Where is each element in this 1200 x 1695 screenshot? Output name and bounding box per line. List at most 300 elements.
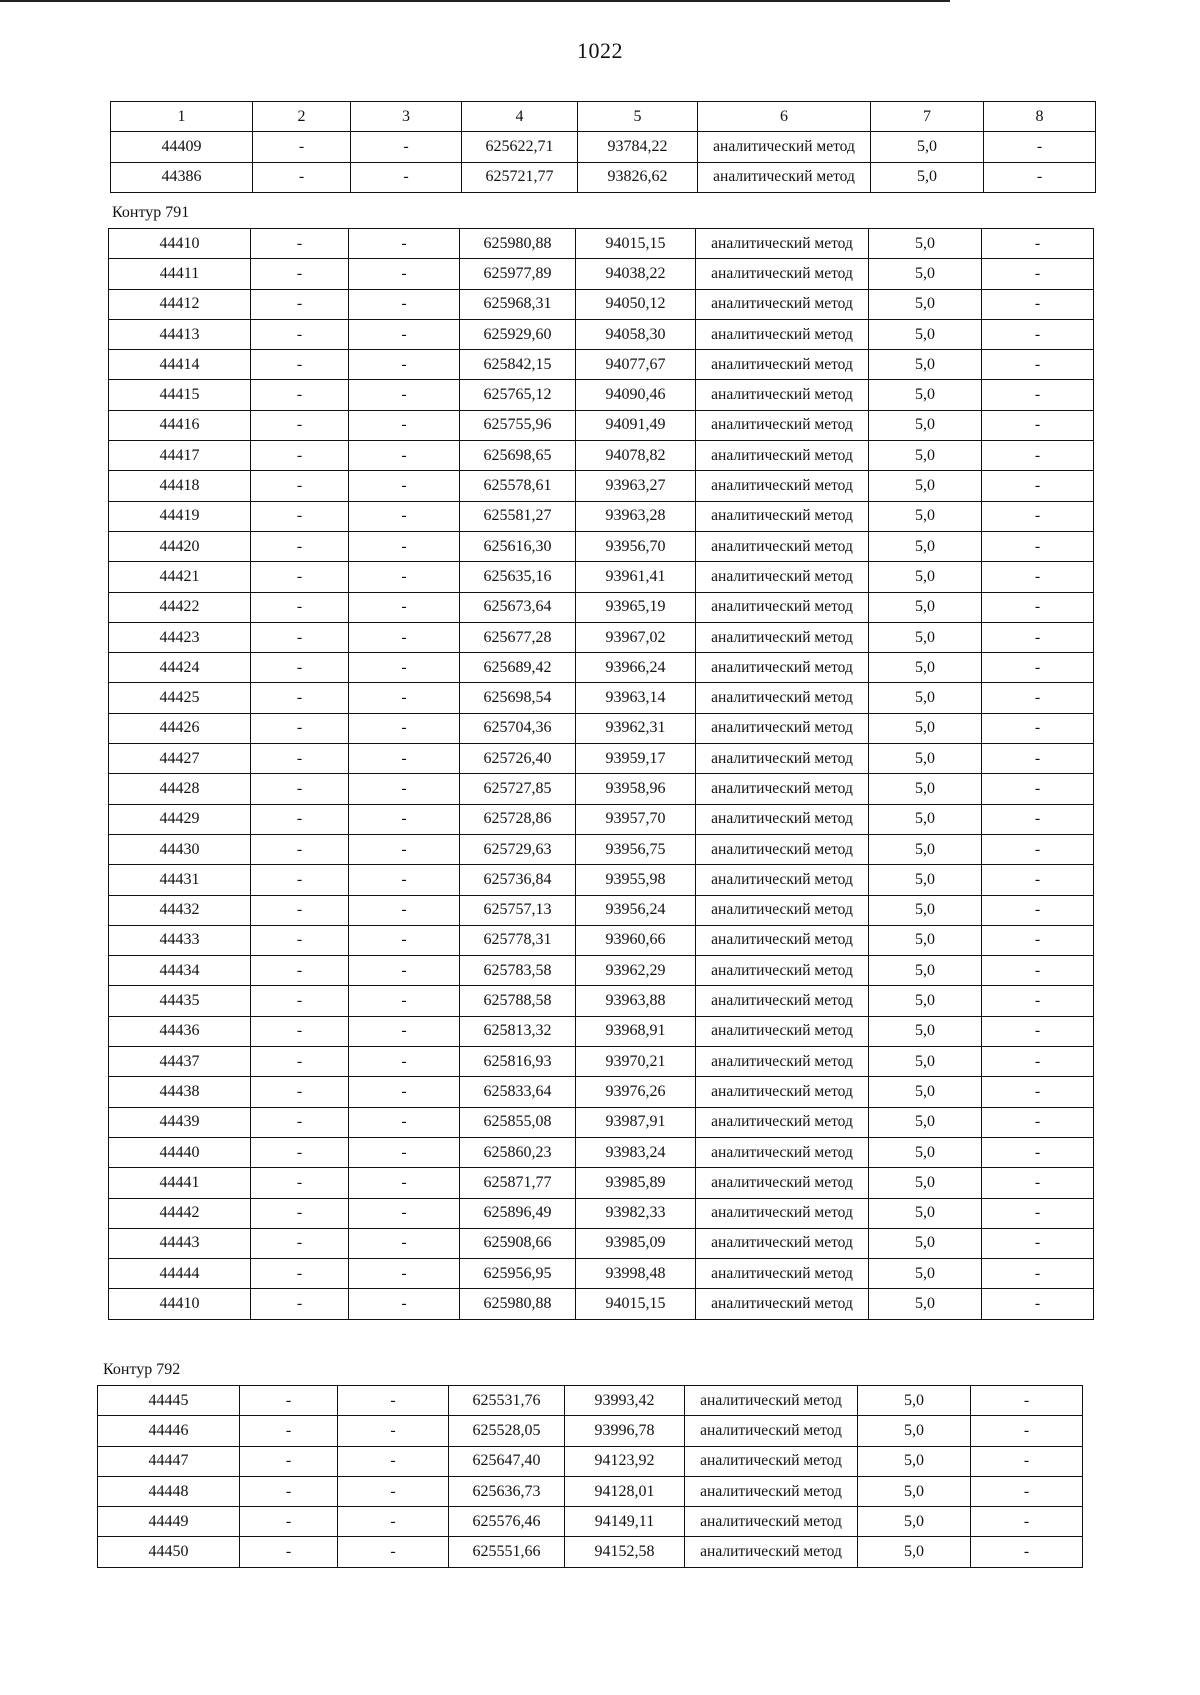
header-cell: 4: [462, 102, 578, 132]
table-cell: -: [982, 744, 1094, 774]
table-row: [109, 925, 1094, 955]
table-cell: -: [349, 713, 460, 743]
table-cell: аналитический метод: [696, 259, 869, 289]
table-cell: 44419: [109, 501, 251, 531]
table-cell: -: [982, 289, 1094, 319]
table-cell: 5,0: [869, 653, 982, 683]
table-row: [109, 834, 1094, 864]
table-cell: 5,0: [869, 380, 982, 410]
table-cell: -: [251, 319, 349, 349]
table-row: [109, 350, 1094, 380]
table-cell: -: [251, 1047, 349, 1077]
table-cell: 625528,05: [449, 1416, 565, 1446]
table-cell: аналитический метод: [696, 501, 869, 531]
table-row: [109, 1107, 1094, 1137]
table-cell: 625871,77: [460, 1168, 576, 1198]
table-cell: 625677,28: [460, 622, 576, 652]
table-cell: аналитический метод: [696, 229, 869, 259]
table-cell: 93956,75: [576, 834, 696, 864]
table-cell: аналитический метод: [696, 319, 869, 349]
table-cell: 625726,40: [460, 744, 576, 774]
table-cell: -: [338, 1537, 449, 1567]
table-cell: аналитический метод: [696, 1198, 869, 1228]
table-cell: 93957,70: [576, 804, 696, 834]
table-cell: 5,0: [869, 744, 982, 774]
table-cell: -: [251, 410, 349, 440]
table-cell: -: [251, 744, 349, 774]
table-cell: 625860,23: [460, 1137, 576, 1167]
table-cell: -: [982, 592, 1094, 622]
table-cell: -: [982, 1168, 1094, 1198]
header-cell: 7: [871, 102, 984, 132]
table-cell: 5,0: [869, 834, 982, 864]
table-cell: 94050,12: [576, 289, 696, 319]
table-cell: 44449: [98, 1507, 240, 1537]
table-cell: аналитический метод: [696, 1077, 869, 1107]
table-cell: -: [240, 1416, 338, 1446]
table-cell: -: [982, 380, 1094, 410]
table-cell: -: [349, 1016, 460, 1046]
table-cell: -: [982, 683, 1094, 713]
table-cell: -: [982, 1259, 1094, 1289]
table-cell: -: [982, 834, 1094, 864]
table-cell: 93987,91: [576, 1107, 696, 1137]
table-cell: -: [349, 683, 460, 713]
table-cell: аналитический метод: [696, 1107, 869, 1137]
table-cell: -: [349, 804, 460, 834]
table-cell: -: [982, 986, 1094, 1016]
table-cell: 93970,21: [576, 1047, 696, 1077]
table-cell: 93956,24: [576, 895, 696, 925]
table-cell: аналитический метод: [696, 622, 869, 652]
table-cell: 5,0: [858, 1537, 971, 1567]
table-row: [109, 531, 1094, 561]
table-row: [109, 713, 1094, 743]
table-cell: -: [251, 229, 349, 259]
table-cell: 44410: [109, 229, 251, 259]
table-row: [109, 1047, 1094, 1077]
table-cell: -: [349, 1107, 460, 1137]
table-cell: 44409: [111, 132, 253, 162]
table-cell: -: [351, 162, 462, 192]
table-cell: 93963,14: [576, 683, 696, 713]
table-cell: 93959,17: [576, 744, 696, 774]
table-cell: 44448: [98, 1476, 240, 1506]
table-cell: -: [349, 622, 460, 652]
table-cell: 5,0: [869, 1137, 982, 1167]
table-cell: 93962,29: [576, 956, 696, 986]
table-cell: 625728,86: [460, 804, 576, 834]
table-cell: аналитический метод: [696, 471, 869, 501]
table-cell: -: [982, 774, 1094, 804]
table-row: [109, 592, 1094, 622]
table-cell: 93985,89: [576, 1168, 696, 1198]
table-cell: 94078,82: [576, 441, 696, 471]
table-cell: аналитический метод: [696, 350, 869, 380]
table-cell: 44425: [109, 683, 251, 713]
table-cell: 625788,58: [460, 986, 576, 1016]
table-cell: -: [971, 1416, 1083, 1446]
table-row: [109, 1137, 1094, 1167]
table-row: [109, 895, 1094, 925]
table-cell: -: [982, 1137, 1094, 1167]
table-cell: -: [251, 562, 349, 592]
table-row: [98, 1507, 1083, 1537]
table-cell: 5,0: [858, 1476, 971, 1506]
table-cell: 44413: [109, 319, 251, 349]
header-cell: 5: [578, 102, 698, 132]
table-row: [109, 562, 1094, 592]
table-cell: 93968,91: [576, 1016, 696, 1046]
table-cell: аналитический метод: [696, 1137, 869, 1167]
table-cell: 5,0: [869, 410, 982, 440]
table-cell: 93993,42: [565, 1386, 685, 1416]
table-cell: аналитический метод: [696, 1016, 869, 1046]
table-cell: 625929,60: [460, 319, 576, 349]
table-cell: 93955,98: [576, 865, 696, 895]
table-cell: 5,0: [869, 1289, 982, 1319]
table-cell: -: [251, 653, 349, 683]
table-cell: 44417: [109, 441, 251, 471]
table-cell: -: [349, 592, 460, 622]
table-cell: -: [251, 713, 349, 743]
table-cell: 5,0: [869, 501, 982, 531]
table-cell: -: [349, 289, 460, 319]
table-cell: 625977,89: [460, 259, 576, 289]
table-cell: 44440: [109, 1137, 251, 1167]
table-cell: 625673,64: [460, 592, 576, 622]
table-cell: 44415: [109, 380, 251, 410]
header-cell: 3: [351, 102, 462, 132]
header-cell: 1: [111, 102, 253, 132]
table-row: [109, 1077, 1094, 1107]
table-cell: 625778,31: [460, 925, 576, 955]
table-cell: 94149,11: [565, 1507, 685, 1537]
table-row: [98, 1446, 1083, 1476]
table-cell: 44431: [109, 865, 251, 895]
table-cell: -: [982, 956, 1094, 986]
header-row: [111, 102, 1096, 132]
table-cell: -: [982, 259, 1094, 289]
table-cell: 93956,70: [576, 531, 696, 561]
table-cell: аналитический метод: [696, 865, 869, 895]
table-cell: 5,0: [869, 865, 982, 895]
table-row: [98, 1476, 1083, 1506]
table-cell: 44442: [109, 1198, 251, 1228]
table-cell: аналитический метод: [696, 683, 869, 713]
table-cell: 5,0: [869, 441, 982, 471]
table-cell: 625727,85: [460, 774, 576, 804]
table-cell: 625755,96: [460, 410, 576, 440]
table-cell: 93967,02: [576, 622, 696, 652]
table-cell: -: [982, 1107, 1094, 1137]
table-cell: 625576,46: [449, 1507, 565, 1537]
table-cell: 625698,54: [460, 683, 576, 713]
table-cell: 625765,12: [460, 380, 576, 410]
table-cell: 625578,61: [460, 471, 576, 501]
table-cell: -: [349, 834, 460, 864]
table-cell: -: [351, 132, 462, 162]
header-cell: 2: [253, 102, 351, 132]
table-cell: 5,0: [869, 956, 982, 986]
table-cell: 93962,31: [576, 713, 696, 743]
table-cell: -: [253, 162, 351, 192]
table-cell: 5,0: [871, 162, 984, 192]
table-cell: 94077,67: [576, 350, 696, 380]
table-cell: -: [982, 501, 1094, 531]
table-cell: -: [349, 925, 460, 955]
table-cell: 44445: [98, 1386, 240, 1416]
table-cell: 625813,32: [460, 1016, 576, 1046]
table-cell: -: [251, 380, 349, 410]
table-row: [109, 1016, 1094, 1046]
table-cell: -: [349, 259, 460, 289]
table-cell: 44412: [109, 289, 251, 319]
table-cell: -: [971, 1507, 1083, 1537]
table-cell: аналитический метод: [696, 956, 869, 986]
table-cell: аналитический метод: [696, 562, 869, 592]
table-row: [109, 1198, 1094, 1228]
table-cell: аналитический метод: [685, 1416, 858, 1446]
table-cell: 44428: [109, 774, 251, 804]
table-cell: -: [349, 956, 460, 986]
table-cell: 44420: [109, 531, 251, 561]
table-cell: -: [349, 653, 460, 683]
table-cell: -: [349, 501, 460, 531]
table-cell: аналитический метод: [696, 380, 869, 410]
table-cell: 44433: [109, 925, 251, 955]
table-row: [109, 410, 1094, 440]
table-cell: аналитический метод: [696, 774, 869, 804]
table-cell: 44411: [109, 259, 251, 289]
table-cell: -: [349, 865, 460, 895]
table-cell: 93963,28: [576, 501, 696, 531]
table-cell: 94038,22: [576, 259, 696, 289]
table-cell: 5,0: [858, 1386, 971, 1416]
table-cell: -: [982, 865, 1094, 895]
table-cell: -: [251, 350, 349, 380]
table-cell: 625729,63: [460, 834, 576, 864]
table-cell: -: [349, 744, 460, 774]
table-cell: -: [982, 713, 1094, 743]
table-cell: -: [982, 562, 1094, 592]
table-cell: -: [971, 1386, 1083, 1416]
table-cell: -: [349, 1047, 460, 1077]
table-cell: 93982,33: [576, 1198, 696, 1228]
table-cell: -: [982, 350, 1094, 380]
table-cell: 94128,01: [565, 1476, 685, 1506]
table-cell: аналитический метод: [698, 132, 871, 162]
table-cell: 5,0: [858, 1416, 971, 1446]
table-cell: 5,0: [869, 622, 982, 652]
table-cell: аналитический метод: [696, 925, 869, 955]
table-row: [109, 1168, 1094, 1198]
table-cell: 44429: [109, 804, 251, 834]
table-cell: 44447: [98, 1446, 240, 1476]
table-cell: -: [251, 259, 349, 289]
table-cell: 625908,66: [460, 1228, 576, 1258]
table-cell: 44386: [111, 162, 253, 192]
table-cell: 625635,16: [460, 562, 576, 592]
table-cell: -: [982, 1228, 1094, 1258]
table-cell: 94152,58: [565, 1537, 685, 1567]
table-cell: аналитический метод: [696, 986, 869, 1016]
table-cell: 44434: [109, 956, 251, 986]
table-cell: -: [251, 1077, 349, 1107]
table-cell: 625721,77: [462, 162, 578, 192]
contour-table: [108, 228, 1094, 1320]
table-cell: 44443: [109, 1228, 251, 1258]
table-cell: аналитический метод: [685, 1446, 858, 1476]
table-row: [109, 441, 1094, 471]
table-cell: 44435: [109, 986, 251, 1016]
table-cell: -: [982, 925, 1094, 955]
table-cell: 94091,49: [576, 410, 696, 440]
table-cell: 625551,66: [449, 1537, 565, 1567]
table-row: [109, 774, 1094, 804]
table-cell: 5,0: [858, 1446, 971, 1476]
table-cell: 625531,76: [449, 1386, 565, 1416]
table-cell: -: [349, 774, 460, 804]
table-cell: 625855,08: [460, 1107, 576, 1137]
table-cell: 93963,27: [576, 471, 696, 501]
table-cell: 93961,41: [576, 562, 696, 592]
table-row: [98, 1537, 1083, 1567]
table-cell: 5,0: [869, 1107, 982, 1137]
table-cell: 5,0: [869, 1259, 982, 1289]
table-cell: -: [251, 471, 349, 501]
contour-label: Контур 791: [112, 204, 190, 221]
table-cell: -: [251, 531, 349, 561]
table-cell: -: [251, 441, 349, 471]
table-cell: 44424: [109, 653, 251, 683]
table-cell: 93960,66: [576, 925, 696, 955]
table-cell: -: [971, 1476, 1083, 1506]
table-cell: -: [349, 1198, 460, 1228]
table-row: [109, 1289, 1094, 1319]
table-row: [109, 804, 1094, 834]
table-cell: -: [251, 956, 349, 986]
header-cell: 8: [984, 102, 1096, 132]
table-cell: 5,0: [869, 350, 982, 380]
table-cell: -: [251, 986, 349, 1016]
table-cell: 93965,19: [576, 592, 696, 622]
table-cell: 5,0: [869, 259, 982, 289]
table-cell: 93998,48: [576, 1259, 696, 1289]
table-cell: -: [984, 162, 1096, 192]
table-cell: 44410: [109, 1289, 251, 1319]
table-cell: аналитический метод: [696, 1228, 869, 1258]
table-cell: 5,0: [869, 713, 982, 743]
table-cell: -: [349, 471, 460, 501]
table-cell: -: [982, 410, 1094, 440]
table-cell: -: [982, 653, 1094, 683]
table-cell: -: [251, 865, 349, 895]
table-cell: -: [971, 1537, 1083, 1567]
table-cell: -: [982, 804, 1094, 834]
table-cell: 625647,40: [449, 1446, 565, 1476]
table-cell: 625980,88: [460, 229, 576, 259]
table-cell: -: [240, 1537, 338, 1567]
table-cell: 625968,31: [460, 289, 576, 319]
table-cell: -: [251, 501, 349, 531]
table-cell: 44426: [109, 713, 251, 743]
table-cell: -: [982, 229, 1094, 259]
table-cell: -: [251, 834, 349, 864]
table-cell: -: [251, 1137, 349, 1167]
table-row: [109, 653, 1094, 683]
table-cell: -: [251, 804, 349, 834]
table-cell: -: [251, 683, 349, 713]
table-cell: -: [971, 1446, 1083, 1476]
table-cell: -: [338, 1446, 449, 1476]
table-cell: -: [349, 319, 460, 349]
table-cell: -: [982, 471, 1094, 501]
table-cell: 5,0: [869, 1077, 982, 1107]
table-cell: 5,0: [869, 1228, 982, 1258]
table-cell: 44439: [109, 1107, 251, 1137]
table-cell: -: [982, 1077, 1094, 1107]
table-cell: -: [349, 895, 460, 925]
table-cell: -: [251, 1198, 349, 1228]
table-cell: -: [240, 1386, 338, 1416]
table-cell: 94015,15: [576, 1289, 696, 1319]
table-cell: 94058,30: [576, 319, 696, 349]
table-cell: 93966,24: [576, 653, 696, 683]
page-number: 1022: [577, 38, 623, 63]
table-cell: 625956,95: [460, 1259, 576, 1289]
table-cell: 625980,88: [460, 1289, 576, 1319]
table-row: [109, 1259, 1094, 1289]
table-cell: 93963,88: [576, 986, 696, 1016]
table-cell: -: [349, 986, 460, 1016]
table-cell: 44430: [109, 834, 251, 864]
table-cell: аналитический метод: [696, 744, 869, 774]
table-cell: -: [349, 441, 460, 471]
table-cell: -: [251, 1259, 349, 1289]
table-cell: -: [349, 531, 460, 561]
table-cell: 5,0: [869, 683, 982, 713]
table-cell: 94090,46: [576, 380, 696, 410]
table-cell: 625698,65: [460, 441, 576, 471]
table-cell: 44450: [98, 1537, 240, 1567]
table-cell: 44446: [98, 1416, 240, 1446]
table-cell: аналитический метод: [696, 653, 869, 683]
table-cell: аналитический метод: [685, 1476, 858, 1506]
table-cell: -: [349, 562, 460, 592]
table-cell: 625736,84: [460, 865, 576, 895]
coordinates-table: [110, 101, 1096, 193]
table-row: [109, 956, 1094, 986]
table-cell: 44416: [109, 410, 251, 440]
table-cell: -: [338, 1416, 449, 1446]
table-cell: 5,0: [869, 895, 982, 925]
table-cell: -: [251, 1016, 349, 1046]
table-cell: аналитический метод: [696, 410, 869, 440]
table-cell: -: [240, 1476, 338, 1506]
table-cell: 625704,36: [460, 713, 576, 743]
table-cell: 625842,15: [460, 350, 576, 380]
table-cell: аналитический метод: [685, 1507, 858, 1537]
table-cell: -: [349, 1228, 460, 1258]
table-cell: 93985,09: [576, 1228, 696, 1258]
table-cell: -: [251, 622, 349, 652]
table-row: [111, 132, 1096, 162]
table-cell: -: [251, 1289, 349, 1319]
table-cell: 44427: [109, 744, 251, 774]
table-cell: -: [349, 1137, 460, 1167]
table-row: [109, 744, 1094, 774]
